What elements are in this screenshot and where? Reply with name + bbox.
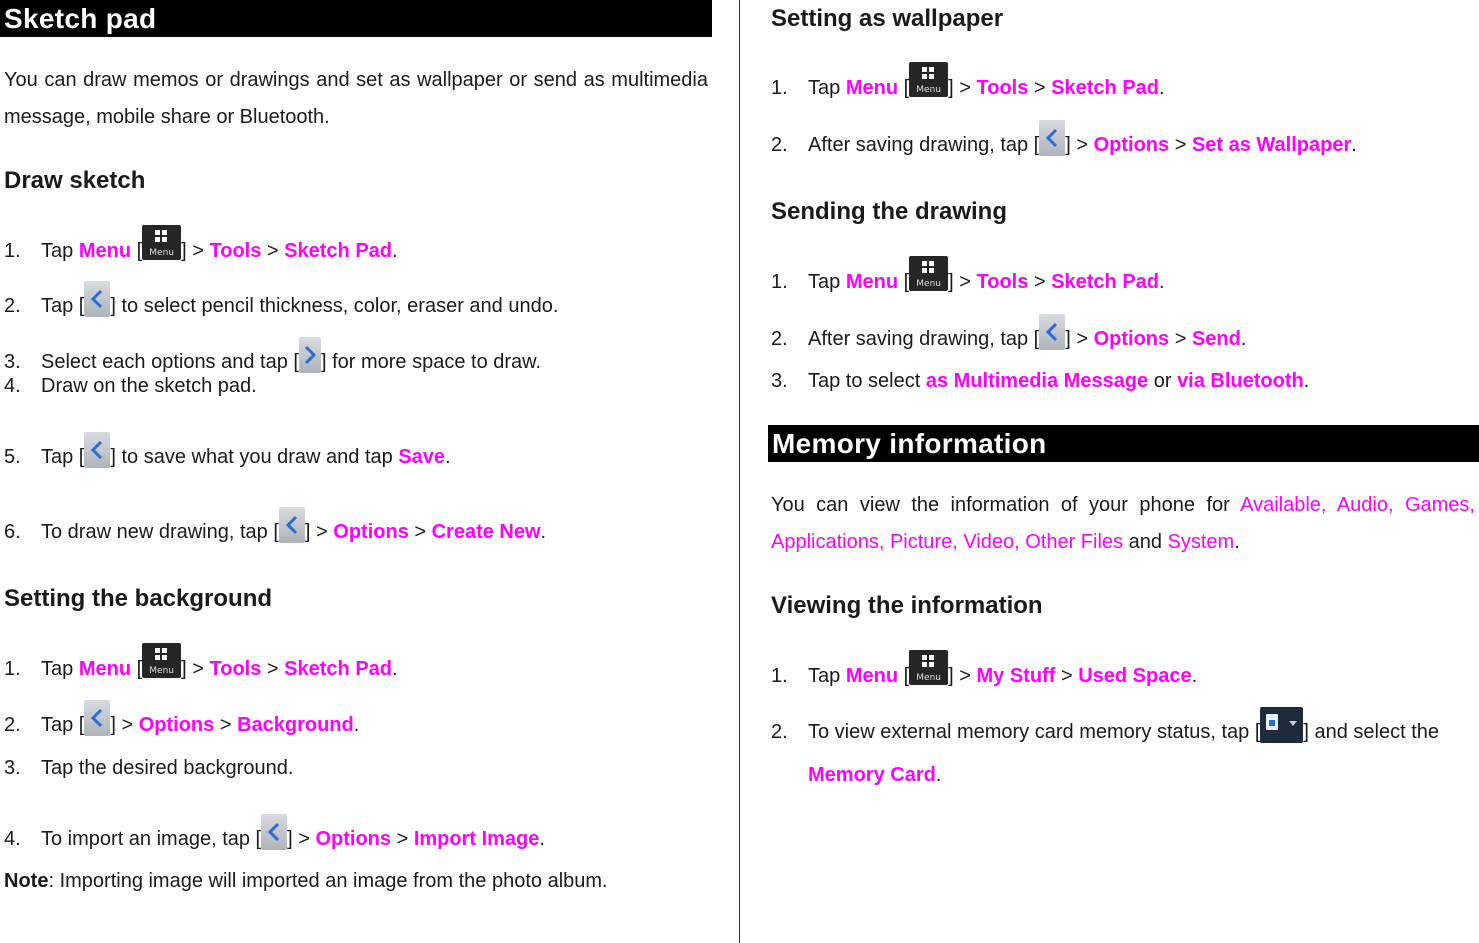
menu-icon: Menu <box>142 225 181 260</box>
forward-arrow-icon <box>299 337 321 373</box>
options-link[interactable]: Options <box>333 521 409 543</box>
left-column <box>0 0 712 943</box>
bluetooth-link[interactable]: via Bluetooth <box>1177 370 1304 392</box>
viewing-step-2: 2. To view external memory card memory status, tap [ ] and select the <box>771 707 1439 751</box>
import-image-link[interactable]: Import Image <box>413 828 540 850</box>
draw-step-3: 3. Select each options and tap [ ] for more space to draw. <box>4 337 541 381</box>
sketch-pad-link[interactable]: Sketch Pad <box>284 658 392 680</box>
menu-link[interactable]: Menu <box>78 240 132 262</box>
sending-step-1: 1. Tap Menu [ Menu ] > Tools > Sketch Pad. <box>771 256 1165 301</box>
wallpaper-step-2: 2. After saving drawing, tap [ ] > Options > Set as Wallpaper. <box>771 120 1357 164</box>
menu-link[interactable]: Menu <box>78 658 132 680</box>
memory-intro-paragraph: You can view the information of your phone for Available, Audio, Games, Applications, Picture, Video, Other Files and System. <box>771 494 1475 553</box>
heading-sending-drawing: Sending the drawing <box>771 198 1008 225</box>
back-arrow-icon <box>279 507 305 543</box>
draw-step-5: 5. Tap [ ] to save what you draw and tap Save. <box>4 432 451 476</box>
tools-link[interactable]: Tools <box>209 658 262 680</box>
draw-step-4: 4. Draw on the sketch pad. <box>4 375 257 397</box>
draw-step-6: 6. To draw new drawing, tap [ ] > Options > Create New. <box>4 507 546 551</box>
create-new-link[interactable]: Create New <box>431 521 541 543</box>
background-step-1: 1. Tap Menu [ Menu ] > Tools > Sketch Pad. <box>4 643 398 688</box>
menu-link[interactable]: Menu <box>845 77 899 99</box>
send-link[interactable]: Send <box>1191 328 1241 350</box>
draw-step-2: 2. Tap [ ] to select pencil thickness, color, eraser and undo. <box>4 281 558 325</box>
background-step-2: 2. Tap [ ] > Options > Background. <box>4 700 359 744</box>
menu-icon: Menu <box>909 650 948 685</box>
menu-link[interactable]: Menu <box>845 271 899 293</box>
menu-icon: Menu <box>142 643 181 678</box>
back-arrow-icon <box>84 432 110 468</box>
sketch-pad-link[interactable]: Sketch Pad <box>284 240 392 262</box>
sending-step-3: 3. Tap to select as Multimedia Message or via Bluetooth. <box>771 370 1310 392</box>
options-link[interactable]: Options <box>1093 134 1170 156</box>
heading-viewing-information: Viewing the information <box>771 592 1043 619</box>
menu-link[interactable]: Menu <box>845 665 899 687</box>
options-link[interactable]: Options <box>138 714 215 736</box>
intro-paragraph: You can draw memos or drawings and set as wallpaper or send as multimedia message, mobile share or Bluetooth. <box>4 69 708 128</box>
viewing-step-2-continued: Memory Card. <box>808 764 942 786</box>
sketch-pad-link[interactable]: Sketch Pad <box>1051 77 1159 99</box>
menu-icon: Menu <box>909 256 948 291</box>
back-arrow-icon <box>1039 120 1065 156</box>
heading-setting-background: Setting the background <box>4 585 273 612</box>
viewing-step-1: 1. Tap Menu [ Menu ] > My Stuff > Used Space. <box>771 650 1197 695</box>
memory-card-link[interactable]: Memory Card <box>808 764 936 786</box>
note-label: Note <box>4 870 49 892</box>
back-arrow-icon <box>1039 314 1065 350</box>
background-step-4: 4. To import an image, tap [ ] > Options > Import Image. <box>4 814 545 858</box>
used-space-link[interactable]: Used Space <box>1078 665 1192 687</box>
tools-link[interactable]: Tools <box>976 271 1029 293</box>
back-arrow-icon <box>84 281 110 317</box>
sketch-pad-link[interactable]: Sketch Pad <box>1051 271 1159 293</box>
heading-setting-wallpaper: Setting as wallpaper <box>771 5 1004 32</box>
section-title-memory-information: Memory information <box>768 425 1479 462</box>
memory-card-dropdown-icon <box>1260 707 1303 743</box>
tools-link[interactable]: Tools <box>976 77 1029 99</box>
background-link[interactable]: Background <box>237 714 354 736</box>
heading-draw-sketch: Draw sketch <box>4 167 146 194</box>
tools-link[interactable]: Tools <box>209 240 262 262</box>
my-stuff-link[interactable]: My Stuff <box>976 665 1056 687</box>
multimedia-message-link[interactable]: as Multimedia Message <box>925 370 1149 392</box>
set-as-wallpaper-link[interactable]: Set as Wallpaper <box>1191 134 1352 156</box>
back-arrow-icon <box>261 814 287 850</box>
sending-step-2: 2. After saving drawing, tap [ ] > Options > Send. <box>771 314 1246 358</box>
options-link[interactable]: Options <box>1093 328 1170 350</box>
background-step-3: 3. Tap the desired background. <box>4 757 294 779</box>
note-paragraph: Note: Importing image will imported an image from the photo album. <box>4 870 608 892</box>
wallpaper-step-1: 1. Tap Menu [ Menu ] > Tools > Sketch Pad. <box>771 62 1165 107</box>
right-column <box>768 0 1479 943</box>
save-link[interactable]: Save <box>398 446 446 468</box>
draw-step-1: 1. Tap Menu [ Menu ] > Tools > Sketch Pad. <box>4 225 398 270</box>
options-link[interactable]: Options <box>315 828 392 850</box>
back-arrow-icon <box>84 700 110 736</box>
menu-icon: Menu <box>909 62 948 97</box>
column-divider <box>739 0 740 943</box>
section-title-sketch-pad: Sketch pad <box>0 0 712 37</box>
